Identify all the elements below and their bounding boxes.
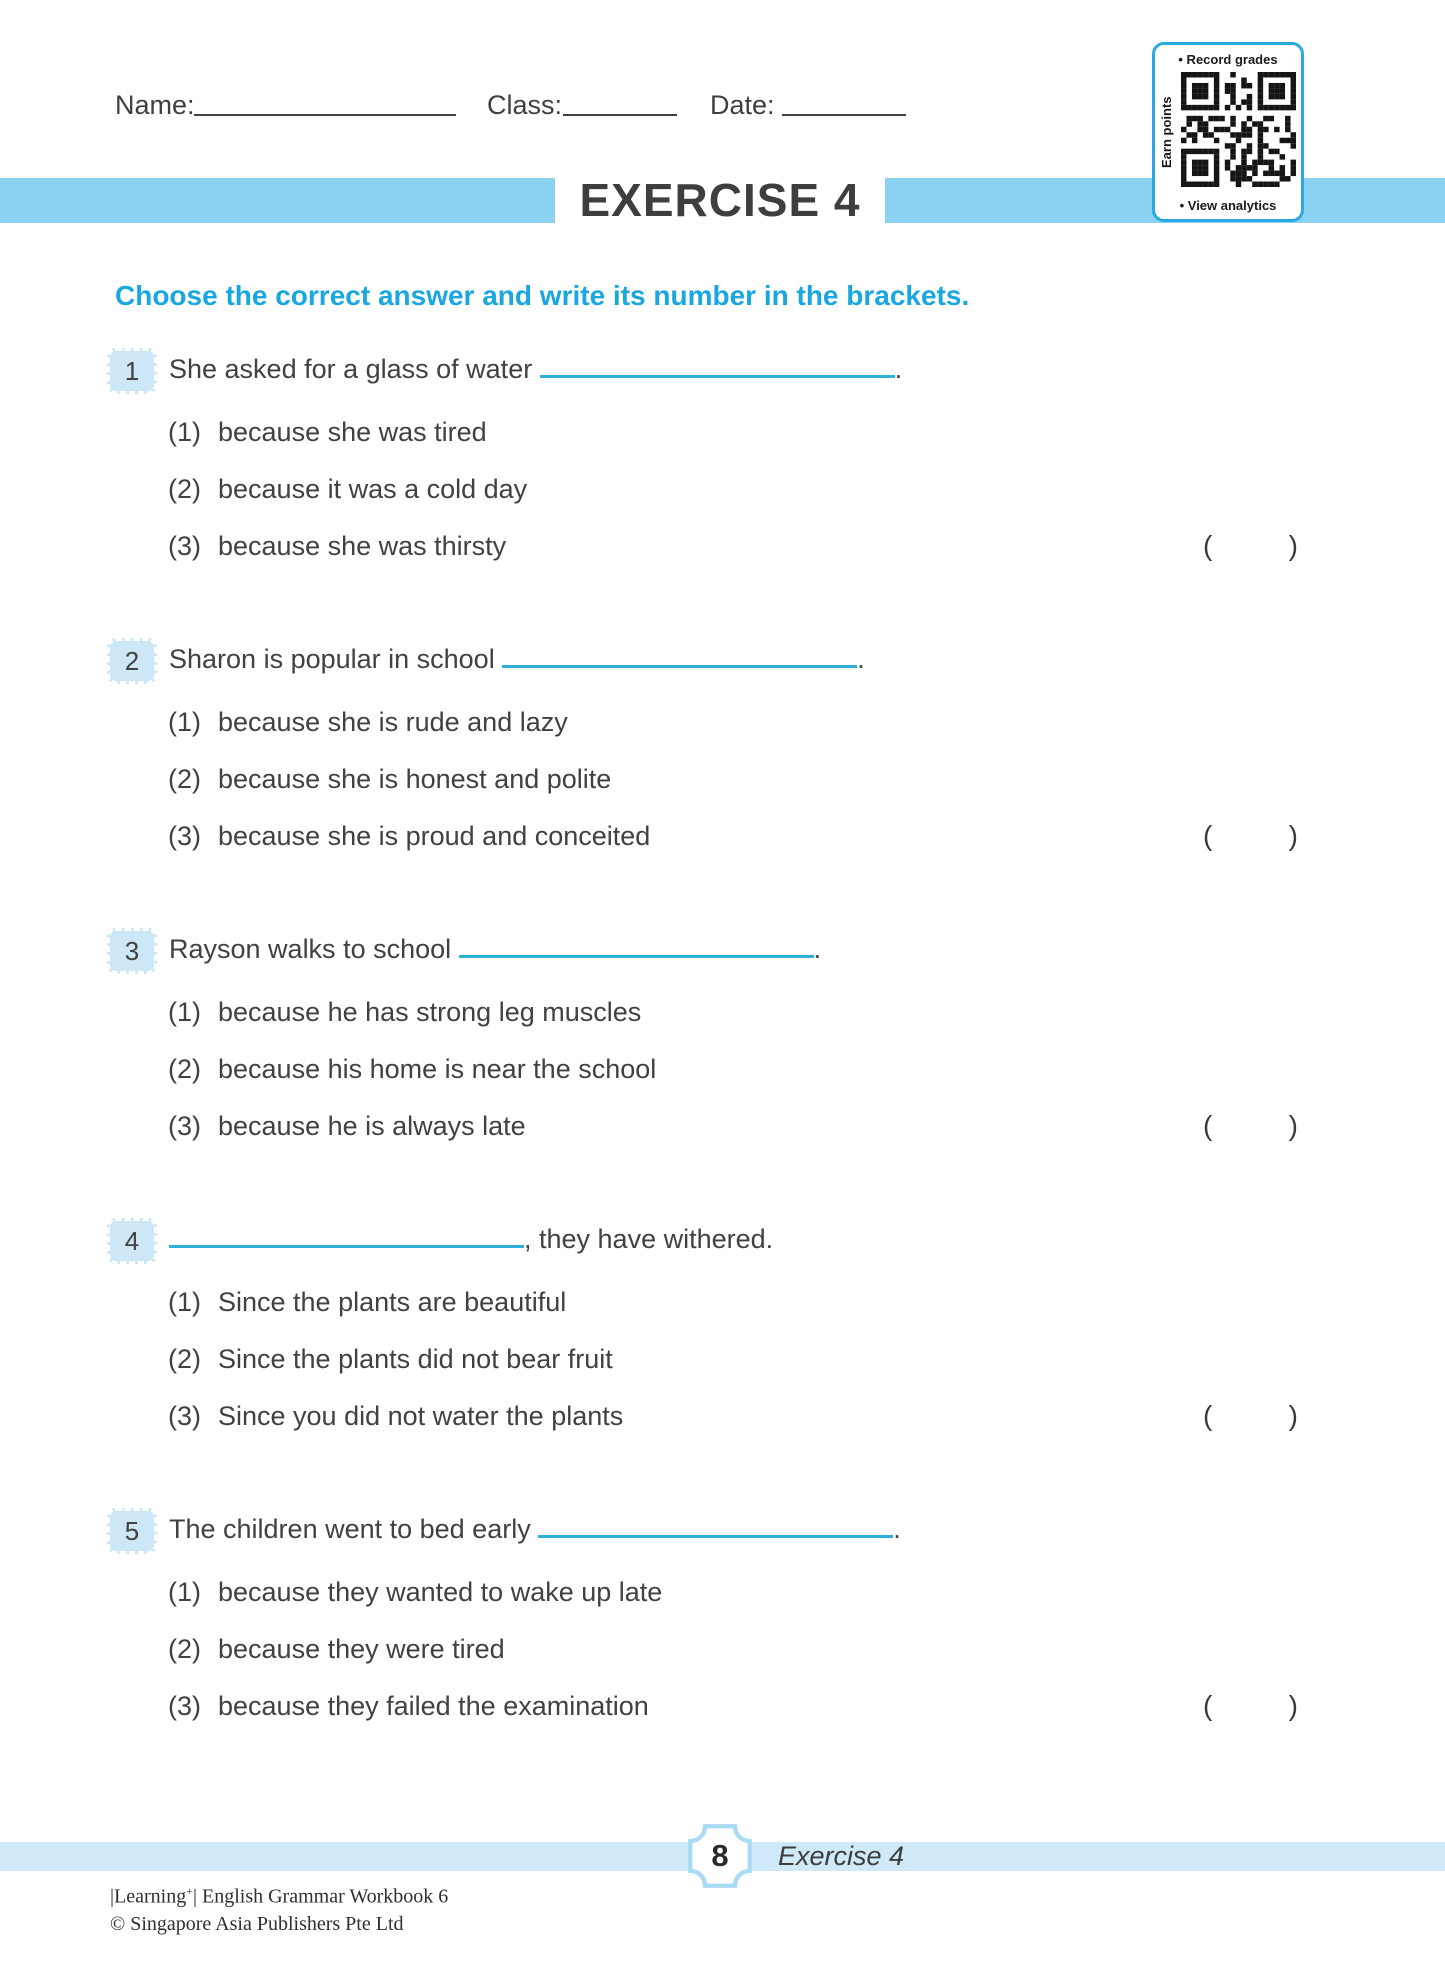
- question-text: Sharon is popular in school .: [169, 644, 865, 674]
- options-list: [168, 990, 1338, 1148]
- date-label: Date:: [710, 90, 775, 120]
- answer-brackets: ( ): [1203, 1110, 1298, 1141]
- question-5: [107, 1508, 1338, 1741]
- copyright-line: © Singapore Asia Publishers Pte Ltd: [110, 1912, 404, 1935]
- date-blank-line: [782, 88, 906, 116]
- options-list: [168, 1570, 1338, 1728]
- question-text: She asked for a glass of water .: [169, 354, 903, 384]
- option-3: (3) because she was thirsty ( ): [168, 524, 1338, 568]
- question-line: [107, 638, 1338, 686]
- answer-brackets: ( ): [1203, 1400, 1298, 1431]
- answer-blank-line: [502, 644, 857, 668]
- answer-brackets: ( ): [1203, 820, 1298, 851]
- question-text: The children went to bed early .: [169, 1514, 901, 1544]
- answer-brackets: ( ): [1203, 530, 1298, 561]
- options-list: [168, 1280, 1338, 1438]
- class-label: Class:: [487, 90, 563, 120]
- question-line: [107, 1218, 1338, 1266]
- option-3: (3) Since you did not water the plants ( ): [168, 1394, 1338, 1438]
- banner-bar-left: [0, 178, 555, 223]
- book-title-line: |Learning+| English Grammar Workbook 6: [110, 1884, 449, 1908]
- answer-blank-line: [540, 354, 895, 378]
- page-number: 8: [711, 1838, 729, 1873]
- question-2: [107, 638, 1338, 871]
- option-3: (3) because he is always late ( ): [168, 1104, 1338, 1148]
- options-list: [168, 410, 1338, 568]
- publisher-info: [110, 1878, 448, 1938]
- question-number-stamp: 2: [107, 638, 157, 684]
- qr-panel: [1152, 42, 1304, 222]
- qr-bottom-label: • View analytics: [1179, 197, 1277, 213]
- option-2: (2) because it was a cold day: [168, 474, 528, 504]
- question-line: [107, 1508, 1338, 1556]
- name-blank-line: [194, 88, 456, 116]
- answer-blank-line: [459, 934, 814, 958]
- answer-brackets: ( ): [1203, 1690, 1298, 1721]
- qr-side-label: Earn points: [1159, 96, 1174, 168]
- option-2: (2) because they were tired: [168, 1634, 505, 1664]
- option-2: (2) because she is honest and polite: [168, 764, 612, 794]
- option-1: (1) Since the plants are beautiful: [168, 1287, 567, 1317]
- question-text: Rayson walks to school .: [169, 934, 822, 964]
- qr-code-icon: [1181, 72, 1296, 187]
- question-3: [107, 928, 1338, 1161]
- question-number-stamp: 5: [107, 1508, 157, 1554]
- option-2: (2) because his home is near the school: [168, 1054, 657, 1084]
- question-4: [107, 1218, 1338, 1451]
- option-1: (1) because she is rude and lazy: [168, 707, 568, 737]
- page-number-badge: [686, 1822, 754, 1890]
- option-1: (1) because they wanted to wake up late: [168, 1577, 663, 1607]
- page-title: EXERCISE 4: [579, 173, 861, 226]
- banner-title-box: [555, 173, 885, 226]
- footer-section-label: Exercise 4: [778, 1841, 905, 1871]
- answer-blank-line: [538, 1514, 893, 1538]
- question-text: , they have withered.: [169, 1218, 773, 1255]
- option-3: (3) because they failed the examination ( ): [168, 1684, 1338, 1728]
- option-1: (1) because he has strong leg muscles: [168, 997, 642, 1027]
- question-line: [107, 348, 1338, 396]
- class-blank-line: [563, 88, 677, 116]
- question-number-stamp: 3: [107, 928, 157, 974]
- question-number-stamp: 1: [107, 348, 157, 394]
- question-line: [107, 928, 1338, 976]
- options-list: [168, 700, 1338, 858]
- question-1: [107, 348, 1338, 581]
- name-label: Name:: [115, 90, 195, 120]
- option-3: (3) because she is proud and conceited ( ): [168, 814, 1338, 858]
- answer-blank-line: [169, 1224, 524, 1248]
- option-1: (1) because she was tired: [168, 417, 487, 447]
- option-2: (2) Since the plants did not bear fruit: [168, 1344, 613, 1374]
- question-number-stamp: 4: [107, 1218, 157, 1264]
- instruction-text: Choose the correct answer and write its number in the brackets.: [115, 280, 970, 311]
- qr-top-label: • Record grades: [1178, 51, 1278, 67]
